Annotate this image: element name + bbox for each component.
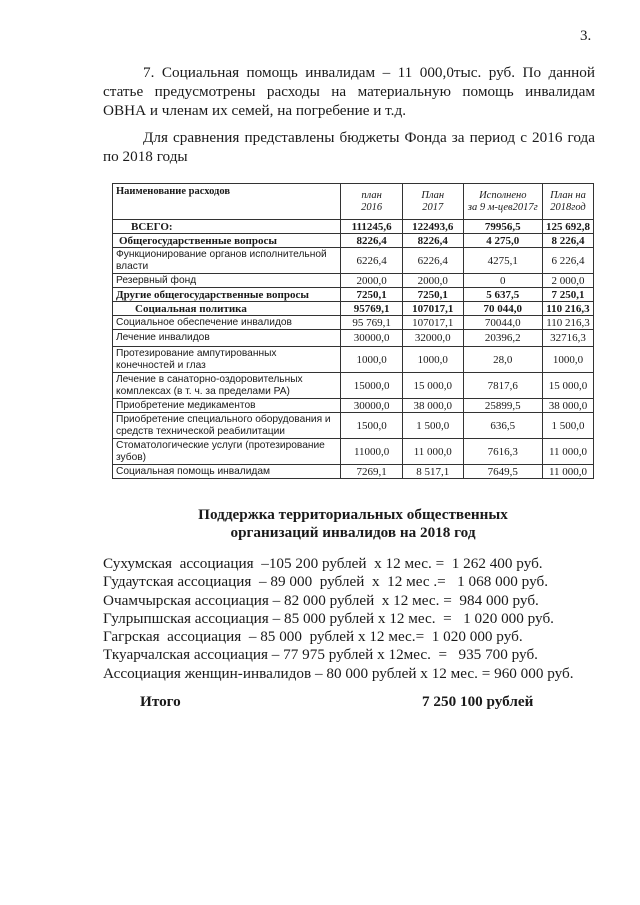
table-row	[113, 465, 594, 479]
table-row	[113, 302, 594, 316]
paragraph-social-aid	[103, 63, 595, 120]
association-line: Сухумская ассоциация –105 200 рублей х 12 мес. = 1 262 400 руб.	[103, 555, 543, 572]
row-label: Стоматологические услуги (протезирование зубов)	[113, 439, 341, 465]
cell-plan-2017: 11 000,0	[402, 439, 463, 465]
table-row	[113, 288, 594, 302]
support-section-title	[112, 506, 594, 542]
row-label: ВСЕГО:	[113, 220, 341, 234]
cell-done-2017: 636,5	[463, 413, 542, 439]
cell-done-2017: 7649,5	[463, 465, 542, 479]
cell-plan-2017: 32000,0	[402, 330, 463, 347]
cell-plan-2016: 8226,4	[341, 234, 403, 248]
cell-plan-2017: 107017,1	[402, 316, 463, 330]
row-label: Приобретение специального оборудования и средств технической реабилитации	[113, 413, 341, 439]
association-line: Гудаутская ассоциация – 89 000 рублей х 12 мес .= 1 068 000 руб.	[103, 573, 548, 591]
association-line: Очамчырская ассоциация – 82 000 рублей х 12 мес. = 984 000 руб.	[103, 591, 539, 609]
table-row	[113, 234, 594, 248]
cell-plan-2016: 2000,0	[341, 274, 403, 288]
association-list	[103, 555, 574, 683]
table-row	[113, 316, 594, 330]
cell-done-2017: 7616,3	[463, 439, 542, 465]
row-label: Приобретение медикаментов	[113, 399, 341, 413]
cell-plan-2018: 32716,3	[542, 330, 593, 347]
cell-plan-2018: 110 216,3	[542, 316, 593, 330]
cell-done-2017: 25899,5	[463, 399, 542, 413]
association-line: Гулрыпшская ассоциация – 85 000 рублей х 12 мес. = 1 020 000 руб.	[103, 609, 554, 627]
cell-done-2017: 28,0	[463, 347, 542, 373]
cell-done-2017: 70044,0	[463, 316, 542, 330]
cell-done-2017: 79956,5	[463, 220, 542, 234]
cell-plan-2018: 8 226,4	[542, 234, 593, 248]
total-value: 7 250 100 рублей	[422, 693, 534, 710]
table-row	[113, 274, 594, 288]
table-row	[113, 413, 594, 439]
cell-plan-2018: 2 000,0	[542, 274, 593, 288]
cell-plan-2016: 95769,1	[341, 302, 403, 316]
paragraph-comparison	[103, 128, 595, 166]
association-line: Гагрская ассоциация – 85 000 рублей х 12 мес.= 1 020 000 руб.	[103, 628, 523, 646]
cell-plan-2017: 38 000,0	[402, 399, 463, 413]
table-row	[113, 439, 594, 465]
row-label: Протезирование ампутированных конечностей и глаз	[113, 347, 341, 373]
table-row	[113, 399, 594, 413]
cell-plan-2016: 1000,0	[341, 347, 403, 373]
cell-plan-2018: 11 000,0	[542, 439, 593, 465]
cell-plan-2018: 6 226,4	[542, 248, 593, 274]
table-row	[113, 220, 594, 234]
header-name: Наименование расходов	[113, 184, 341, 220]
association-line: Ассоциация женщин-инвалидов – 80 000 рублей х 12 мес. = 960 000 руб.	[103, 664, 574, 682]
cell-plan-2016: 30000,0	[341, 330, 403, 347]
header-plan-2018: План на 2018год	[542, 184, 593, 220]
paragraph-text: Для сравнения представлены бюджеты Фонда за период с 2016 года по 2018 годы	[103, 129, 595, 165]
cell-plan-2018: 1 500,0	[542, 413, 593, 439]
cell-plan-2017: 15 000,0	[402, 373, 463, 399]
header-done-2017: Исполнено за 9 м-цев2017г	[463, 184, 542, 220]
cell-plan-2016: 11000,0	[341, 439, 403, 465]
row-label: Социальное обеспечение инвалидов	[113, 316, 341, 330]
row-label: Социальная помощь инвалидам	[113, 465, 341, 479]
cell-done-2017: 0	[463, 274, 542, 288]
row-label: Резервный фонд	[113, 274, 341, 288]
cell-done-2017: 5 637,5	[463, 288, 542, 302]
cell-plan-2017: 8 517,1	[402, 465, 463, 479]
row-label: Общегосударственные вопросы	[113, 234, 341, 248]
cell-plan-2016: 15000,0	[341, 373, 403, 399]
table-row	[113, 347, 594, 373]
cell-done-2017: 4 275,0	[463, 234, 542, 248]
row-label: Социальная политика	[113, 302, 341, 316]
cell-plan-2018: 7 250,1	[542, 288, 593, 302]
cell-plan-2017: 122493,6	[402, 220, 463, 234]
cell-plan-2018: 1000,0	[542, 347, 593, 373]
row-label: Другие общегосударственные вопросы	[113, 288, 341, 302]
association-line: Ткуарчалская ассоциация – 77 975 рублей х 12мес. = 935 700 руб.	[103, 646, 538, 664]
row-label: Функционирование органов исполнительной власти	[113, 248, 341, 274]
cell-plan-2016: 1500,0	[341, 413, 403, 439]
row-label: Лечение инвалидов	[113, 330, 341, 347]
cell-done-2017: 4275,1	[463, 248, 542, 274]
table-row	[113, 373, 594, 399]
cell-plan-2017: 1000,0	[402, 347, 463, 373]
cell-plan-2016: 7269,1	[341, 465, 403, 479]
cell-plan-2017: 8226,4	[402, 234, 463, 248]
total-label: Итого	[140, 693, 181, 710]
cell-plan-2016: 111245,6	[341, 220, 403, 234]
cell-done-2017: 7817,6	[463, 373, 542, 399]
cell-done-2017: 20396,2	[463, 330, 542, 347]
page-number: 3.	[580, 28, 592, 44]
support-title-line2: организаций инвалидов на 2018 год	[230, 524, 476, 541]
cell-plan-2017: 1 500,0	[402, 413, 463, 439]
cell-plan-2018: 38 000,0	[542, 399, 593, 413]
cell-plan-2017: 7250,1	[402, 288, 463, 302]
budget-table	[112, 183, 594, 479]
cell-plan-2017: 6226,4	[402, 248, 463, 274]
paragraph-text: 7. Социальная помощь инвалидам – 11 000,0тыс. руб. По данной статье предусмотрены расходы на материальную помощь инвалидам ОВНА и членам их семей, на погребение и т.д.	[103, 64, 595, 119]
cell-plan-2016: 7250,1	[341, 288, 403, 302]
header-plan-2016: план 2016	[341, 184, 403, 220]
table-row	[113, 330, 594, 347]
table-header-row	[113, 184, 594, 220]
cell-done-2017: 70 044,0	[463, 302, 542, 316]
cell-plan-2018: 125 692,8	[542, 220, 593, 234]
cell-plan-2018: 11 000,0	[542, 465, 593, 479]
cell-plan-2018: 110 216,3	[542, 302, 593, 316]
cell-plan-2018: 15 000,0	[542, 373, 593, 399]
cell-plan-2017: 2000,0	[402, 274, 463, 288]
table-row	[113, 248, 594, 274]
cell-plan-2016: 6226,4	[341, 248, 403, 274]
row-label: Лечение в санаторно-оздоровительных комплексах (в т. ч. за пределами РА)	[113, 373, 341, 399]
cell-plan-2017: 107017,1	[402, 302, 463, 316]
cell-plan-2016: 30000,0	[341, 399, 403, 413]
cell-plan-2016: 95 769,1	[341, 316, 403, 330]
header-plan-2017: План 2017	[402, 184, 463, 220]
support-title-line1: Поддержка территориальных общественных	[198, 506, 508, 523]
